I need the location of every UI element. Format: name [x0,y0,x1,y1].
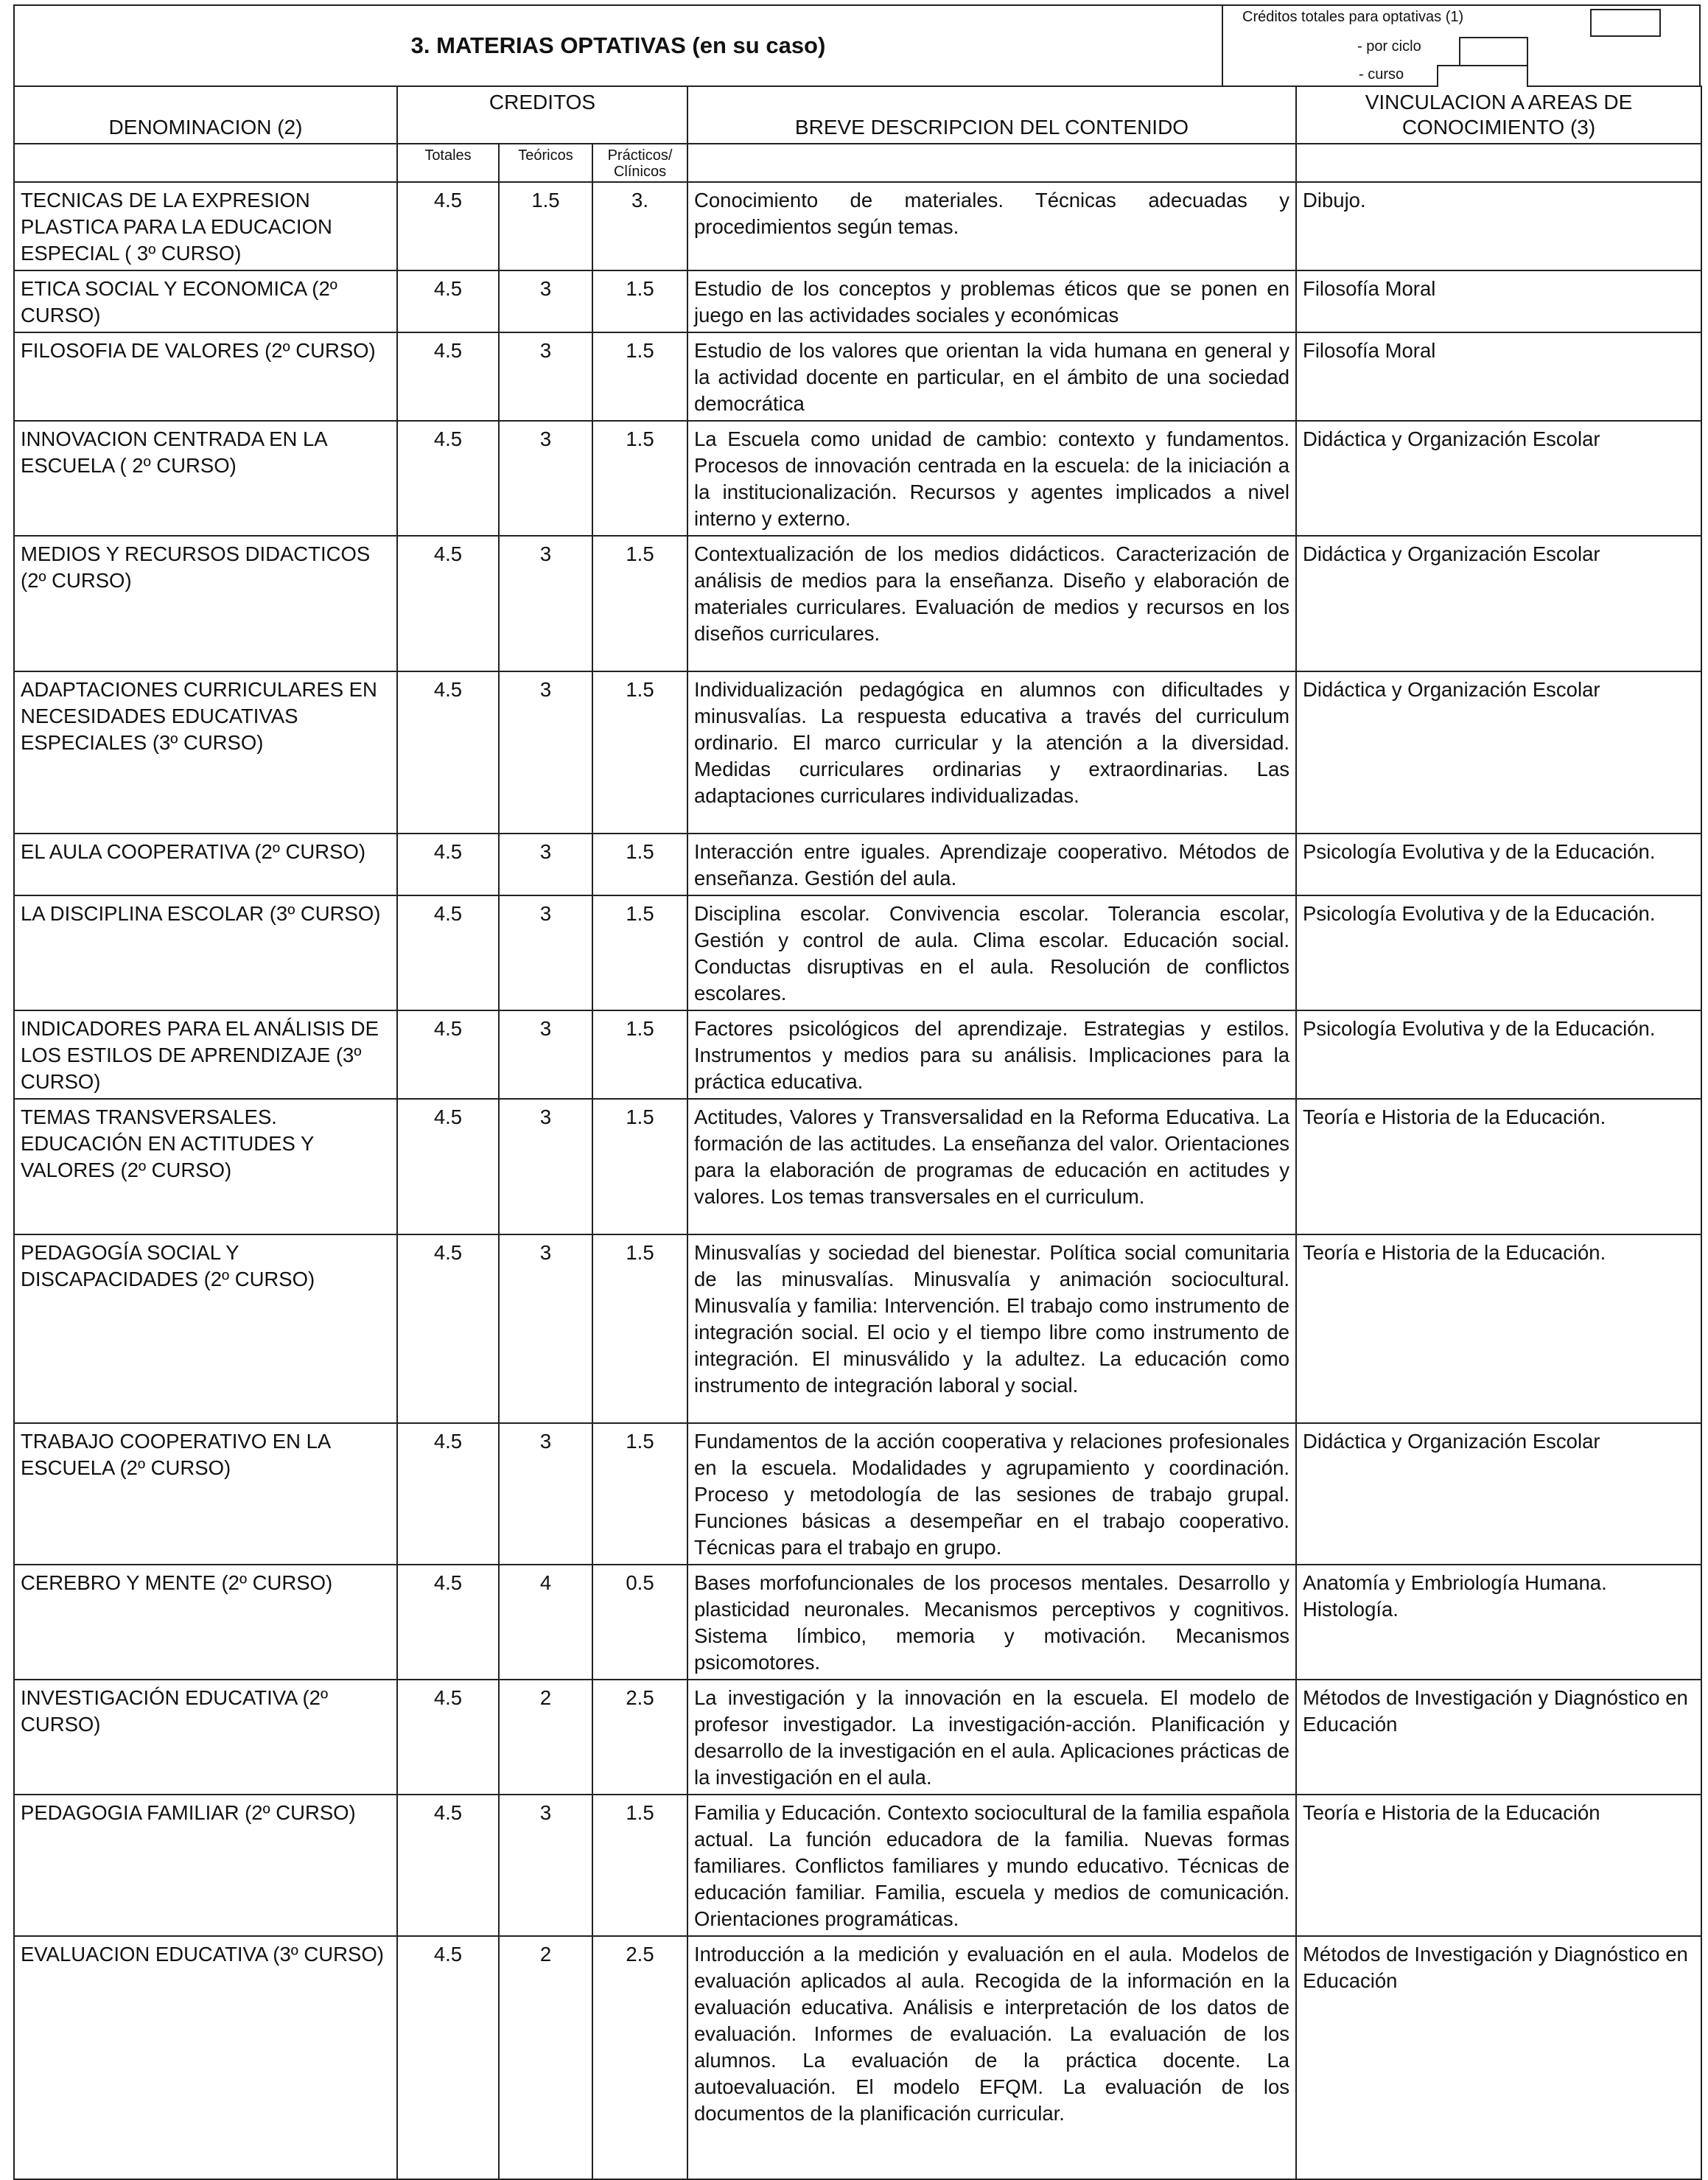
creditos-practicos-cell: 1.5 [592,1099,687,1234]
description-cell: Introducción a la medición y evaluación en el aula. Modelos de evaluación aplicados al aula. Recogida de la información en la evaluación educativa. Análisis e interpretación de los datos de evaluación. Informes de evaluación. La evaluación de los alumnos. La evaluación de la práctica docente. La autoevaluación. El modelo EFQM. La evaluación de los documentos de la planificación curricular. [687,1936,1296,2179]
table-row [14,1099,1701,1234]
course-name-cell: FILOSOFIA DE VALORES (2º CURSO) [14,332,397,421]
area-cell: Filosofía Moral [1296,332,1701,421]
creditos-practicos-cell: 3. [592,182,687,270]
course-name-cell: CEREBRO Y MENTE (2º CURSO) [14,1565,397,1680]
creditos-totales-cell: 4.5 [397,1099,499,1234]
area-cell: Métodos de Investigación y Diagnóstico en Educación [1296,1936,1701,2179]
creditos-teoricos-cell: 3 [499,895,592,1010]
area-cell: Teoría e Historia de la Educación. [1296,1234,1701,1423]
course-name-cell: PEDAGOGÍA SOCIAL Y DISCAPACIDADES (2º CURSO) [14,1234,397,1423]
creditos-teoricos-cell: 3 [499,536,592,671]
creditos-teoricos-cell: 3 [499,1010,592,1099]
creditos-practicos-cell: 1.5 [592,1795,687,1936]
creditos-teoricos-cell: 3 [499,421,592,536]
description-cell: Conocimiento de materiales. Técnicas adecuadas y procedimientos según temas. [687,182,1296,270]
creditos-totales-cell: 4.5 [397,270,499,332]
creditos-totales-cell: 4.5 [397,182,499,270]
creditos-practicos-cell: 1.5 [592,1234,687,1423]
por-ciclo-box [1459,37,1528,68]
table-row [14,1936,1701,2179]
table-row [14,421,1701,536]
creditos-practicos-cell: 1.5 [592,332,687,421]
description-cell: Estudio de los valores que orientan la vida humana en general y la actividad docente en particular, en el ámbito de una sociedad democrática [687,332,1296,421]
creditos-practicos-cell: 1.5 [592,1010,687,1099]
area-cell: Psicología Evolutiva y de la Educación. [1296,834,1701,895]
subheader-empty [14,144,397,182]
subheader-empty [687,144,1296,182]
description-cell: Interacción entre iguales. Aprendizaje cooperativo. Métodos de enseñanza. Gestión del aula. [687,834,1296,895]
course-name-cell: TEMAS TRANSVERSALES. EDUCACIÓN EN ACTITUDES Y VALORES (2º CURSO) [14,1099,397,1234]
course-name-cell: TECNICAS DE LA EXPRESION PLASTICA PARA LA EDUCACION ESPECIAL ( 3º CURSO) [14,182,397,270]
table-row [14,671,1701,834]
course-name-cell: INDICADORES PARA EL ANÁLISIS DE LOS ESTILOS DE APRENDIZAJE (3º CURSO) [14,1010,397,1099]
area-cell: Didáctica y Organización Escolar [1296,536,1701,671]
course-name-cell: LA DISCIPLINA ESCOLAR (3º CURSO) [14,895,397,1010]
table-row [14,834,1701,895]
description-cell: Actitudes, Valores y Transversalidad en la Reforma Educativa. La formación de las actitudes. La enseñanza del valor. Orientaciones para la elaboración de programas de educación en actitudes y valores. Los temas transversales en el curriculum. [687,1099,1296,1234]
table-row [14,182,1701,270]
course-name-cell: ADAPTACIONES CURRICULARES EN NECESIDADES EDUCATIVAS ESPECIALES (3º CURSO) [14,671,397,834]
creditos-totales-cell: 4.5 [397,834,499,895]
creditos-totales-cell: 4.5 [397,332,499,421]
col-header-descripcion: BREVE DESCRIPCION DEL CONTENIDO [687,86,1296,144]
area-cell: Filosofía Moral [1296,270,1701,332]
table-row [14,895,1701,1010]
creditos-teoricos-cell: 3 [499,1234,592,1423]
course-name-cell: PEDAGOGIA FAMILIAR (2º CURSO) [14,1795,397,1936]
por-ciclo-label: - por ciclo [1357,38,1421,55]
table-row [14,1795,1701,1936]
creditos-totales-cell: 4.5 [397,421,499,536]
section-header [13,4,1701,85]
creditos-practicos-cell: 1.5 [592,421,687,536]
col-header-teoricos: Teóricos [499,144,592,182]
col-header-totales: Totales [397,144,499,182]
area-cell: Psicología Evolutiva y de la Educación. [1296,895,1701,1010]
area-cell: Didáctica y Organización Escolar [1296,671,1701,834]
creditos-totales-cell: 4.5 [397,1423,499,1565]
subheader-empty [1296,144,1701,182]
description-cell: Bases morfofuncionales de los procesos mentales. Desarrollo y plasticidad neuronales. Mecanismos perceptivos y cognitivos. Sistema límbico, memoria y motivación. Mecanismos psicomotores. [687,1565,1296,1680]
creditos-teoricos-cell: 3 [499,834,592,895]
creditos-totales-cell: 4.5 [397,1936,499,2179]
course-name-cell: ETICA SOCIAL Y ECONOMICA (2º CURSO) [14,270,397,332]
table-row [14,270,1701,332]
area-cell: Teoría e Historia de la Educación [1296,1795,1701,1936]
creditos-totales-cell: 4.5 [397,536,499,671]
area-cell: Anatomía y Embriología Humana. Histología. [1296,1565,1701,1680]
description-cell: Factores psicológicos del aprendizaje. Estrategias y estilos. Instrumentos y medios para su análisis. Implicaciones para la práctica educativa. [687,1010,1296,1099]
description-cell: La Escuela como unidad de cambio: contexto y fundamentos. Procesos de innovación centrada en la escuela: de la iniciación a la institucionalización. Recursos y agentes implicados a nivel interno y externo. [687,421,1296,536]
description-cell: Disciplina escolar. Convivencia escolar. Tolerancia escolar, Gestión y control de aula. Clima escolar. Educación social. Conductas disruptivas en el aula. Resolución de conflictos escolares. [687,895,1296,1010]
creditos-teoricos-cell: 3 [499,1423,592,1565]
creditos-totales-cell: 4.5 [397,1565,499,1680]
description-cell: Individualización pedagógica en alumnos con dificultades y minusvalías. La respuesta educativa a través del curriculum ordinario. El marco curricular y la atención a la diversidad. Medidas curriculares ordinarias y extraordinarias. Las adaptaciones curriculares individualizadas. [687,671,1296,834]
creditos-practicos-cell: 1.5 [592,671,687,834]
description-cell: La investigación y la innovación en la escuela. El modelo de profesor investigador. La investigación-acción. Planificación y desarrollo de la investigación en el aula. Aplicaciones prácticas de la investigación en el aula. [687,1680,1296,1795]
optativas-table [13,85,1702,2180]
creditos-practicos-cell: 1.5 [592,270,687,332]
table-row [14,1234,1701,1423]
course-name-cell: TRABAJO COOPERATIVO EN LA ESCUELA (2º CURSO) [14,1423,397,1565]
col-header-vinculacion: VINCULACION A AREAS DE CONOCIMIENTO (3) [1296,86,1701,144]
creditos-totales-label: Créditos totales para optativas (1) [1242,9,1464,25]
creditos-teoricos-cell: 3 [499,332,592,421]
creditos-totales-box [1590,9,1661,37]
creditos-teoricos-cell: 1.5 [499,182,592,270]
course-name-cell: EL AULA COOPERATIVA (2º CURSO) [14,834,397,895]
creditos-teoricos-cell: 3 [499,1795,592,1936]
creditos-practicos-cell: 1.5 [592,536,687,671]
document-page [13,4,1701,2180]
creditos-teoricos-cell: 3 [499,671,592,834]
area-cell: Teoría e Historia de la Educación. [1296,1099,1701,1234]
creditos-totales-cell: 4.5 [397,1795,499,1936]
description-cell: Estudio de los conceptos y problemas éticos que se ponen en juego en las actividades sociales y económicas [687,270,1296,332]
area-cell: Métodos de Investigación y Diagnóstico en Educación [1296,1680,1701,1795]
creditos-totales-cell: 4.5 [397,671,499,834]
description-cell: Fundamentos de la acción cooperativa y relaciones profesionales en la escuela. Modalidades y agrupamiento y coordinación. Proceso y metodología de las sesiones de trabajo grupal. Funciones básicas a desempeñar en el trabajo cooperativo. Técnicas para el trabajo en grupo. [687,1423,1296,1565]
creditos-totales-cell: 4.5 [397,895,499,1010]
course-name-cell: INNOVACION CENTRADA EN LA ESCUELA ( 2º CURSO) [14,421,397,536]
table-row [14,536,1701,671]
creditos-totales-cell: 4.5 [397,1680,499,1795]
curso-box [1437,65,1528,87]
creditos-practicos-cell: 1.5 [592,1423,687,1565]
table-row [14,1680,1701,1795]
creditos-practicos-cell: 0.5 [592,1565,687,1680]
creditos-practicos-cell: 1.5 [592,834,687,895]
area-cell: Dibujo. [1296,182,1701,270]
creditos-totales-cell: 4.5 [397,1234,499,1423]
course-name-cell: EVALUACION EDUCATIVA (3º CURSO) [14,1936,397,2179]
col-header-denominacion: DENOMINACION (2) [14,86,397,144]
creditos-practicos-cell: 2.5 [592,1680,687,1795]
area-cell: Psicología Evolutiva y de la Educación. [1296,1010,1701,1099]
table-row [14,332,1701,421]
description-cell: Minusvalías y sociedad del bienestar. Política social comunitaria de las minusvalías. Minusvalía y animación sociocultural. Minusvalía y familia: Intervención. El trabajo como instrumento de integración social. El ocio y el tiempo libre como instrumento de integración. El minusválido y la adultez. La educación como instrumento de integración laboral y social. [687,1234,1296,1423]
creditos-teoricos-cell: 2 [499,1680,592,1795]
curso-label: - curso [1359,66,1404,83]
creditos-teoricos-cell: 3 [499,1099,592,1234]
table-body [14,182,1701,2179]
description-cell: Familia y Educación. Contexto sociocultural de la familia española actual. La función educadora de la familia. Nuevas formas familiares. Conflictos familiares y mundo educativo. Técnicas de educación familiar. Familia, escuela y medios de comunicación. Orientaciones programáticas. [687,1795,1296,1936]
course-name-cell: MEDIOS Y RECURSOS DIDACTICOS (2º CURSO) [14,536,397,671]
section-title: 3. MATERIAS OPTATIVAS (en su caso) [15,6,1223,85]
area-cell: Didáctica y Organización Escolar [1296,1423,1701,1565]
table-row [14,1565,1701,1680]
creditos-teoricos-cell: 4 [499,1565,592,1680]
creditos-teoricos-cell: 3 [499,270,592,332]
table-row [14,1423,1701,1565]
col-header-creditos: CREDITOS [397,86,687,144]
table-row [14,1010,1701,1099]
course-name-cell: INVESTIGACIÓN EDUCATIVA (2º CURSO) [14,1680,397,1795]
creditos-practicos-cell: 1.5 [592,895,687,1010]
description-cell: Contextualización de los medios didácticos. Caracterización de análisis de medios para la enseñanza. Diseño y elaboración de materiales curriculares. Evaluación de medios y recursos en los diseños curriculares. [687,536,1296,671]
subheader-row [14,144,1701,182]
creditos-totales-cell: 4.5 [397,1010,499,1099]
creditos-practicos-cell: 2.5 [592,1936,687,2179]
area-cell: Didáctica y Organización Escolar [1296,421,1701,536]
header-row [14,86,1701,144]
col-header-practicos: Prácticos/ Clínicos [592,144,687,182]
creditos-teoricos-cell: 2 [499,1936,592,2179]
